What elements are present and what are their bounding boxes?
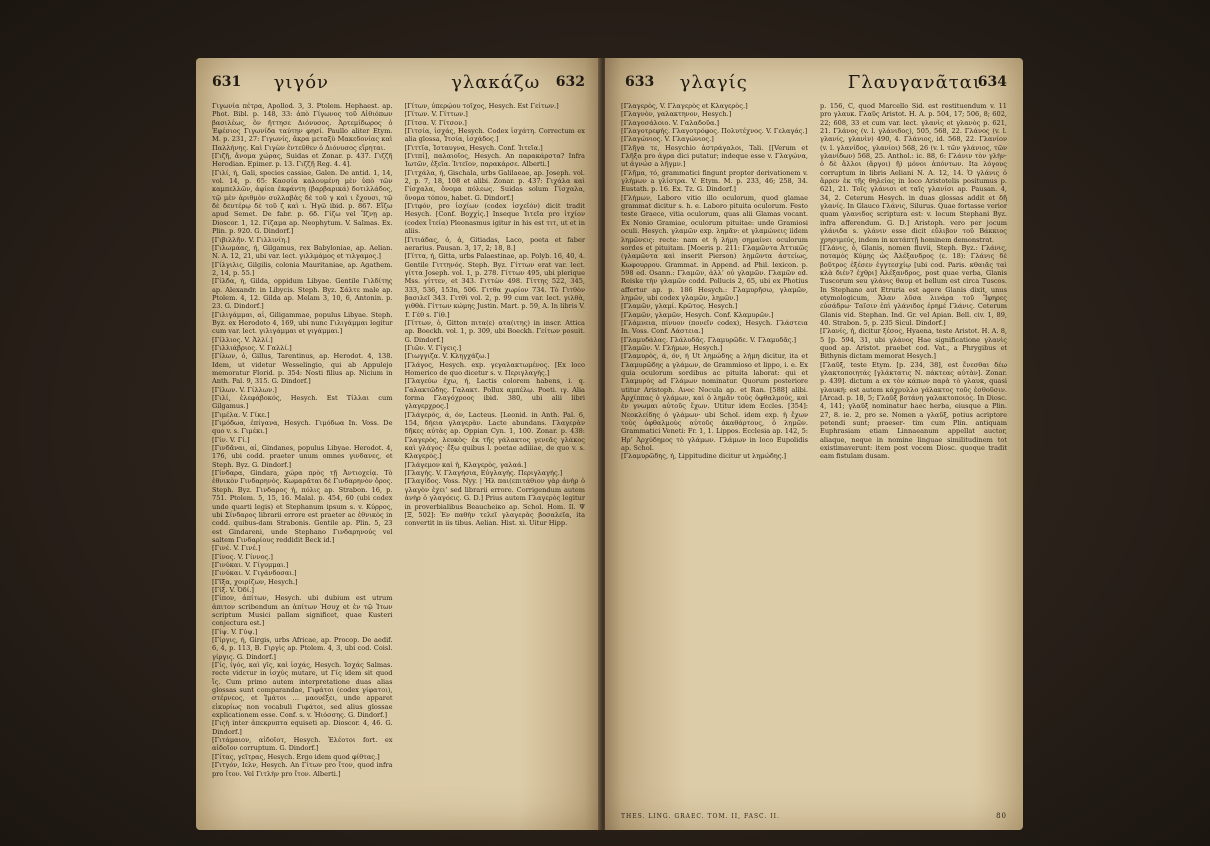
page-number: 631 [212,74,242,90]
column-left [621,102,808,804]
dictionary-entry: p. 156, C, quod Marcello Sid. est restituendum v. 11 pro γλαυκ. Γλαῦς Aristot. H. A. p. 504, 17; 506, 8; 602, 22; 608, 33 et cum var. lect. γλανὶς et γλανὸς p. 621, 21. Γλάνος (v. l. γλάνιδος), 505, 568, 22. Γλάνος (v. l. γλανίς, γλανὶν) 490, 4. Γλάνιος, id. 568, 22. Γλανίον (v. l. γλανίδος, γλανίοι) 568, 26 (v. l. τῶν γλάνιος, τῶν γλανίδων) 568, 25. Anthol.: ic. 88, 6: Γλάνιν τὸν γλὴν· ὁ δὲ ἄλλοι (ἄργοι) ἤ) μόνοι ἀπόντων. Ita λόγους corruptum in libris Aeliani N. A. 12, 14. Ὁ γλάνις ὁ ἄρρεν ἐκ τῆς θηλείας in loco Aristotelis positumus p. 621, 21. Τοῖς γλάνισι et ταῖς γλανίσι ap. Pausan. 4, 34, 2. Ceterum Hesych. in duas glossas addit et δῆ γλανίς. In Glauco Γλάνις, Silurus. Quae fortasse verior quam γλανιδος scriptura est: v. locum Stephani Byz. infra afferendum. G. D.] Aristoph. vero per jocum γλάνιδα s. γλάνιν esse dicit εὔλιβον τοῦ Βάκκιος χρησιμεύς, indem in κατάπτῇ hominem demonstrat. [820,102,1007,244]
dictionary-entry: [Γινδᾶναι, αἱ, Gindanes, populus Libyae. Herodot. 4, 176, ubi codd. praeter unum omnes γινδανες, et Steph. Byz. G. Dindorf.] [212,444,393,469]
dictionary-entry: [Γιςὴ inter ἀπεκρυπτα equiseti ap. Dioscor. 4, 46. G. Dindorf.] [212,719,393,736]
dictionary-entry: [Γιλωμάας, ή, Gilgamus, rex Babyloniae, ap. Aelian. N. A. 12, 21, ubi var. lect. γιλλμάμος et τιλγαμος.] [212,243,393,261]
dictionary-entry: [Γλῆμα, τό, grammatici fingunt propter derivationem v. γλήμων a γλίστρα. V. Etym. M. p. 233, 46; 258, 34. Eustath. p. 16. Ex. Tz. G. Dindorf.] [621,168,808,194]
dictionary-entry: [Γλαγίδος. Voss. Nyy. | Ἡλ παι(επιτάθιον γὰρ ἀνὴρ ὁ γλαγὸν ἐχει’ sed librarii errore. Corrigendum autem ἀνὴρ ὁ γλαγόεις. G. D.] Prius autem Γλαγερὸς legitur in proverbialibus Beaucheiκo ap. Schol. Hom. Il. Ψ [Ξ, 502]: Ἐν παθὴν τελεῖ γλαγερὰς βοσαλεῖα, ita convertit in iis tibus. Aelian. Hist. xi. Uitur Hipp. [404,477,585,528]
headword-right: γλακάζω [451,72,541,93]
dictionary-entry: [Γλαγερὸς, V. Γλαγερὸς et Κλαγερὸς.] [621,102,748,110]
dictionary-entry: [Γίργις, ή, Girgis, urbs Africae, ap. Procop. De aedif. 6, 4, p. 113, B. Γιργὶς ap. Ptolem. 4, 3, ubi cod. Coisl. γίργις. G. Dindorf.] [212,636,393,661]
dictionary-entry: [Γίτων. V. Γίττων.] [404,110,468,119]
dictionary-entry: [Γιλλιάβριος. V. Γαλλί.] [212,343,292,352]
dictionary-entry: [Γιλί, ἐλεφάβοκός, Hesych. Est Τίλλαι cum Gilgamus.] [212,394,393,411]
dictionary-entry: [Γιμέλα. V. Γίκε.] [212,410,270,419]
dictionary-entry: [Γιμόδωα, ἐπίγανα, Hesych. Γιμόδωα In. Voss. De quo v. s. Γιμέκι.] [212,419,393,436]
dictionary-entry: [Γίπον, ἀπίτων, Hesych. ubi dubium est utrum ἀπιτον scribendum an ἀπίτων Ἡσυχ et ἐν τῷ Ἰτων scriptum Musici pallam significet, quae Kusteri conjectura est.] [212,594,393,628]
dictionary-entry: [Γλάνις, ὁ, Glanis, nomen fluvii, Steph. Byz.: Γλάνις, ποταμὸς Κύμης ὡς Ἀλέξανδρος (ε. 18): Γλάνις δὲ βοῦτρος ἐξέσεν ἐγγτεσχίῳ [ubi cod. Paris. κθαιᾶς ταὶ κλὰ διέν? ἐχθρι] Ἀλέξανδρος, post quae verba, Glanis Tuscorum seu γλάνις θαυμ et bellum est circa Tuscos. In Stephano aut Etruria est agere Glanis dixit, unus etymologicum, Ἄλαν λῦσα λινάρα τοῦ Ἴφηρες εὐσάδρω· Ταῖσιν ἐπὶ γλάνιδος ἐρημέ Γλάνις. Ceterum Glanis vid. Stephan. Ind. Gr. vel Apian. Bell. civ. 1, 89, 40. Strabon. 5, p. 235 Sicul. Dindorf.] [820,243,1007,327]
right-page [605,58,1023,830]
left-page-header [196,72,601,96]
dictionary-entry: [Γίλλιος. V. Ἀλλί.] [212,335,273,344]
dictionary-entry: [Γίττων, ὁ, Gitton πιτα(ε) ατα(ιτης) in inscr. Attica ap. Boeckh. vol. 1, p. 309, ubi Boeckh. Γείτων posuit. G. Dindorf.] [404,318,585,344]
dictionary-entry: [Γλάγεμον καὶ ἡ, Κλαγερὸς, γαλαά.] [404,460,527,469]
dictionary-entry: [Γλαγοσάλοιο. V. Γαλαδοῦα.] [621,118,720,127]
text-columns [212,102,585,804]
dictionary-entry: [Γίς, ίγός, καὶ γῖς, καὶ ἰσχάς, Hesych. Ἰσχάς Salmas. recte vidετur in ἰσχὺς mutare, ut Γίς idem sit quod ἴς. Cum primo autem interpretatione duas alias glossas sunt comparandae, Γιφάτοι (codex γίφατοι), στέρνεος, et Ἰμάτοι ... μαουέξει, unde apparet εἰκυρίως non vocabuli Γιφάτοι, sed alius glossae explicationem esse. Conf. s. v. Ἡιόσσης. G. Dindorf.] [212,661,393,720]
running-headword [196,72,601,93]
page-number: 633 [625,74,655,90]
right-page-header [605,72,1023,96]
footer-text: THES. LING. GRAEC. TOM. II, FASC. II. [621,813,780,820]
dictionary-entry: [Γλάμνεια, πίνυον (πονεῖν codex), Hesych. Γλάστεια In. Voss. Conf. Λάστεια.] [621,318,808,336]
dictionary-entry: [Γλαμῶν. V. Γλήμων, Hesych.] [621,343,723,352]
dictionary-entry: [Γλαγνὸν, γαλακτηνον, Hesych.] [621,110,732,119]
dictionary-entry: [Γλάγος, Hesych. exp. γεγαλακτωμένος. [Ex loco Homerico de quo dicetur s. v. Περιγλαγής.] [404,360,585,377]
dictionary-entry: [Γιτιάδας, ὁ, ἁ, Gitiadas, Laco, poeta et faber aerarius. Pausan. 3, 17, 2; 18, 8.] [404,235,585,252]
dictionary-entry: [Γινύκαι. V. Γιγάνδοσαι.] [212,569,297,578]
dictionary-entry: [Γίτων, ὑπερῴου τοῖχος, Hesych. Est Γείτων.] [404,102,559,110]
page-footer [621,813,1007,820]
dictionary-entry: [Γίξ. V. Ὀδί.] [212,585,254,594]
dictionary-entry: [Γλαμυδάλας. Γλάλυδᾶς. Γλαμυρῶδε. V. Γλαμυδᾶς.] [621,335,797,344]
dictionary-entry: [Γῖξα, χοιρίζων, Hesych.] [212,577,298,586]
dictionary-entry: [Γλήμων, Laborο vitio illo oculorum, quod glamae grammat dicitur s. h. e. Laborο pituita oculorum. Festo teste Graece, vitia oculorum, quas alii Glamas vocant. Ex Nonio Gramiae, oculorum pituitae: unde Gramiosi oculi. Hesych. γλαμῶν exp. λημᾶν: et γλαμώνεις iidem λημῶνεις: recte: nam et ἡ λήμη σημαίνει oculorum sordes et pituitam. [Moeris p. 211: Γλαμῶντα Ἀττικῶς (γλαμῶντα καὶ inserit Pierson) λημῶντα ἀστείως, Κωφουρρου. Grammat. in Append. ad Phil. lexicon. p. 598 ed. Osann.: Γλαμῶν, ἀλλ’ οὐ γλαμῶν. Γλαμῶν ed. Reiske τὴν γλαμῶν codd. Pollucis 2, 65, ubi ex Photius affertur ap. p. 186 Hesych.: Γλαμυρῆσω, γλαμῶν, λημῶν, ubi codex γλαμῶν, λημῶν.] [621,193,808,302]
dictionary-entry: [Γινέ. V. Γινέ.] [212,544,261,553]
dictionary-entry: [Γλαμυρὸς, ά, όν, ή Ut λημώδης a λήμη dicitur, ita et Γλαμυρῶδης a γλάμων, de Grammiosο et lippo, i. e. Ex quia oculorum sordibus ac pituita laborat: qui et Γλαμυρὸς ad Γλάμων nominatur. Quorum posteriore utitur Aristoph. Aνec Nοcula ap. et Ran. [588] alibi. Ἀρχίππας ὁ γλάμων, καὶ ὁ λημᾶν τοὺς ὀφθαλμούς, καὶ ἐν γνωμαι αὐτοῦς ἔχων. Utitur idem Eccles. [354]: Νεοκλείδης ὁ γλάμων· ubi Schol. idem exp. ἡ ἔχων τοὺς ὀφθαλμοὺς αὐτοῦς ἀκαθάρτους, ὁ λημῶν. Grammatici Veneti: Fr. 1, 1. Lippos. Ecclesia ap. 142, 5: Ηρ’ Ἀρχύδημος τὸ γλάμων. Γλάμων in loco Eupolidis ap. Schol. [621,352,808,453]
left-page [196,58,601,830]
dictionary-entry: [Γλαῦξ, teste Etym. [p. 234, 38], est ἔνεσθαι δέω γλακτοποιητάς [γλάκτατις Ν. πάκτεας αὐτὰν]. Zonar. p. 439]. dictum a ex τὸν κάπων παρὰ τὸ γλαυκ, quasi γλαυκή: est autem κάχρυλλο γάλακτος τοῦς ἐσθοῦσιν. [Arcad. p. 18, 5; Γλαῦξ βοτάνη γαλακτοποιὸς. In Diosc. 4, 141; γλαῦξ nominatur haec herba, eiusque a Plin. 27, 8. ie. 2, pro se. Nomen a γλαῦξ, potius acriptore petendi sunt; praeser- tim cum Plin. antiquam Euphrasiam etiam Linnaeanum appellat auctor, aliaque, neque in nomine linguae similitudinem tot existimaverunt: item post vocem Diosc. quoque tradit eam fistulam dusam. [820,360,1007,461]
column-right [405,102,586,804]
dictionary-entry: [Γίττα, ή, Gitta, urbs Palaestinae, ap. Polyb. 16, 40, 4. Gentile Γιττηνός. Steph. Byz. Γίττων erat var. lect. γίττα Joseph. vol. 1, p. 278. Γίττων 495, ubi plerique Mss. γίττεν, et 343. Γιττὼν 498. Γίττης 522, 345, 333, 536, 153n, 506. Γιτθα χωρίον 734. Τὸ Γιτθὸν βασιλεῖ 343. Γιτθὶ vol. 2, p. 99 cum var. lect. γιλθὰ, γιθθὰ. Γίττων κώμης Justin. Mart. p. 59, A. In libris V. T. Γέθ s. Γίθ.] [404,252,585,319]
running-headword [605,72,1023,93]
dictionary-entry: [Γιωγγιζα. V. Κληγχάζω.] [404,352,490,361]
column-right [820,102,1007,804]
dictionary-entry: [Γιζῆ, ἄνομα χώρας, Suidas et Zonar. p. 437. Γιζζῆ Herodian. Epimer. p. 13. Γιζζῆ Reg. 4. 4]. [212,152,393,169]
dictionary-entry: [Γίνος. V. Γίννος.] [212,552,273,561]
dictionary-entry: [Γιτφόν, pro ἰσχίων (codex ἰσχεῖόν) dicit tradit Hesych. [Conf. Βοχχίς.] Inseque Ἰιτεῖα pro ἰτχίον (codex ἴτεία) Pleonasmus igitur in his est τιτ, ut et in aliis. [404,202,585,236]
dictionary-entry: [Γιττῖα, Ἰσταυγνα, Hesych. Conf. Ἰιτεῖα.] [404,143,543,152]
text-columns [621,102,1007,804]
dictionary-entry: [Γλαγοτρεφής. Γλαγοτρόφος. Πολυτέχνος. V. Γελαγάς.] [621,127,808,136]
dictionary-entry: [Γιτχάλα, ή, Gischala, urbs Galilaeae, ap. Joseph. vol. 2, p. 7, 18, 108 et alibi. Zonar. p. 437: Γιχάλα καὶ Γίσχαλα, ὄνομα πόλεως. Suidas solum Γίσχαλα, ὄνομα τόπου, habet. G. Dindorf.] [404,168,585,202]
headword-left: γιγόν [273,72,329,93]
column-left [212,102,393,804]
dictionary-entry: [Γίτας, γεῖτρας, Hesych. Ergo idem quod φίθτας.] [212,752,380,761]
dictionary-entry: [Γλαγεύω ἐχω, ή, Lactis colorem habens, i. q. Γαλακτῶδης. Γαλακτ. Pollux αμπέλῳ. Poeti. ιγ. Alia forma Γλαγόχροος ibid. 380, ubi alii libri γλαγερχρος.] [404,377,585,411]
dictionary-entry: [Γλαμυρῶδης, ή, Lippitudinе dicitur ut λημώδης.] [621,452,787,461]
dictionary-entry: [Γλαγής. V. Γλαγήσια, Εὐγλαγής. Περιγλαγής.] [404,469,563,478]
dictionary-entry: [Γιτγόν, Ιελν, Hesych. An Γίτων pro ἴτον, quod infra pro ἴτον. Vel Γιτλὴν pro ἴτον. Alberti.] [212,761,393,778]
dictionary-entry: [Γινύκαι. V. Γίγυμμαι.] [212,560,289,569]
headword-right: Γλαυγανᾶται [847,72,981,93]
signature-mark: 80 [996,812,1007,820]
dictionary-entry: [Γιλί, ή, Gali, species cassiae, Galen. De antid. 1, 14, vol. 14, p. 65: Κασσία καλουμένη μὲν ὑπὸ τῶν καμπελλῶν, ἀφίεα ἐκφάντη (βαρβαρικά) δοτιλλάδος, τῷ μὲν ἀριθμὸν συλλαβὰς δὲ τοῦ γ καὶ ι ἔχουσι, τῷ δὲ δευτέρῳ δὲ τοῦ ζ καὶ ι. Ἠγῶ ibid. p. 867. Εἴζω apud Semet. De fabr. p. 6δ. Γίζω vel Ἴζνῃ ap. Dioscor. 1, 12. Γίζαμα ap. Neophytum. V. Salmas. Ex. Plin. p. 920. G. Dindorf.] [212,168,393,236]
headword-left: γλαγίς [679,72,748,93]
dictionary-entry: [Γίνδαρα, Gindara, χώρα πρὸς τῇ Ἀντιοχείᾳ. Τὸ ἐθνικὸν Γινδαρηνὸς. Κωμαρᾶται δὲ Γινδαρηνὸν ὄρος. Steph. Byz. Γινδαρος ἡ, πόλις ap. Strabon. 16, p. 751. Ptolem. 5, 15, 16. Malal. p. 454, 60 (ubi codex unde quarti legis) et Stephanum ipsum s. v. Κύρρος, ubi Σίνδαρος librarii errore est praeter ac ἐθνικὸς in codd. quibus-dam Strabonis. Gentile ap. Plin. 5, 23 est Gindareni, unde Stephano Γινδαρηνούς vel saltem Γινδαρίους reddidit Beck id.] [212,469,393,544]
dictionary-entry: [Γίλδα, ή, Gilda, oppidum Libyae. Gentile Γιλδίτης ap. Alexandr. in Libycis. Steph. Byz. Σάλτε male ap. Ptolem. 4, 12. Gilda ap. Melam 3, 10, 6, Antonin. p. 23. G. Dindorf.] [212,277,393,311]
dictionary-entry: [Γιτάμαιον, αἰδοῖοτ, Hesych. Ἐλέοτοι fort. ex αἰδοῖον corruptum. G. Dindorf.] [212,736,393,753]
dictionary-entry: [Γιτσία, ἰσχάς, Hesych. Codex ἰσχάτη. Correctum ex alia glossa, Ἰτσία, ἰσχάδος.] [404,127,585,144]
dictionary-entry: [Γλαμῶν, γλαμί. Κρῶτος. Hesych.] [621,302,738,311]
dictionary-entry: [Γίλγιλις, Gilgilis, colonia Mauritaniae, ap. Agathem. 2, 14, p. 55.] [212,260,393,277]
dictionary-entry: [Γίλων, ὁ, Gillus, Tarentinus, ap. Herodot. 4, 138. Idem, ut videtur Wesselingio, qui ab Appulejo memoratur Florid. p. 354: Nosti filius ap. Nicium in Anth. Pal. 9, 315. G. Dindorf.] [212,352,393,386]
page-number: 632 [555,74,585,90]
dictionary-entry: [Γιβιλλῆν. V. Γιλλινίη.] [212,235,290,244]
dictionary-entry: [Γιλιγάμμαι, αἱ, Giligammae, populus Libyae. Steph. Byz. ex Herodoto 4, 169, ubi nunc Γιλιγάμμαι legitur cum var. lect. γιλιγάμμαι et γιγάμμαι.] [212,310,393,336]
dictionary-entry: [Γίν. V. Γί.] [212,435,250,444]
dictionary-entry: [Γιτπί], παλαιοῖος, Hesych. An παρακάρστα? Infra Ἰωτῶν, ἐξεῖα. Ἰιτεῖον, παρακάρσε. Alberti.] [404,152,585,169]
dictionary-entry: Γιγωνία πέτρα, Apollod. 3, 3. Ptolem. Hephaest. ap. Phot. Bibl. p. 148, 33: ἀπὸ Γίγωνος τοῦ Αἰθιόπων βασιλέως, ὃν ἤττησε Διόνυσος. Ἀρτεμίδωρος ὁ Ἐφέσιος Γιγωνίδα ταύτην φησί. Paullo aliter Etym. M. p. 231, 27: Γιγωνίς, ἄκρα μεταξὺ Μακεδονίας καὶ Παλλήνης. Καὶ Γιγὼν ἐντεῦθεν ὁ Διόνυσος εἴρηται. [212,102,393,152]
dictionary-entry: [Γιῶν. V. Γίγεις.] [404,343,462,352]
dictionary-entry: [Γίλων. V. Γίλλων.] [212,385,277,394]
dictionary-entry: [Γίτσα. V. Γίτσον.] [404,118,467,127]
page-number: 634 [977,74,1007,90]
dictionary-entry: [Γλαγώνιος. V. Γλαγώνιος.] [621,135,714,144]
dictionary-entry: [Γλανίς, ἡ, dicitur ξέσος, Hyaena, teste Aristot. H. A. 8, 5 [p. 594, 31, ubi γλάνος Hae significatione γλανὶς quod ap. Aristot. praebet cod. Vat., a Phrygibus et Bithynis dictam memorat Hesych.] [820,327,1007,361]
dictionary-entry: [Γλῆγα τε, Hesychio ἀστράγαλοι, Tali. [[Verum et Γλῆξα pro ἀγρα dici putatur; indeque esse v. Γλαγώνα, ut ἀγνώσ a λῆγμν.] [621,143,808,169]
dictionary-entry: [Γίψ. V. Γύψ.] [212,627,258,636]
dictionary-entry: [Γλάγερός, ά, όν, Lacteus. [Leonid. in Anth. Pal. 6, 154, δήεια γλαγερὰν. Lacte abundans. Γλαγερὰν δῆκες αὐτὰς ap. Oppian Cyn. 1, 100. Zonar. p. 438: Γλαγερὸς, λευκὸς· ἐκ τῆς γάλακτος γενεᾶς γλάκος καὶ γλάγος· ἔξω quibus l. poetae adiiiae, de quo v. s. Κλαγερὸς.] [404,410,585,461]
dictionary-entry: [Γλαμῶν, γλαμῶν, Hesych. Conf. Κλαμυρῶν.] [621,310,774,319]
